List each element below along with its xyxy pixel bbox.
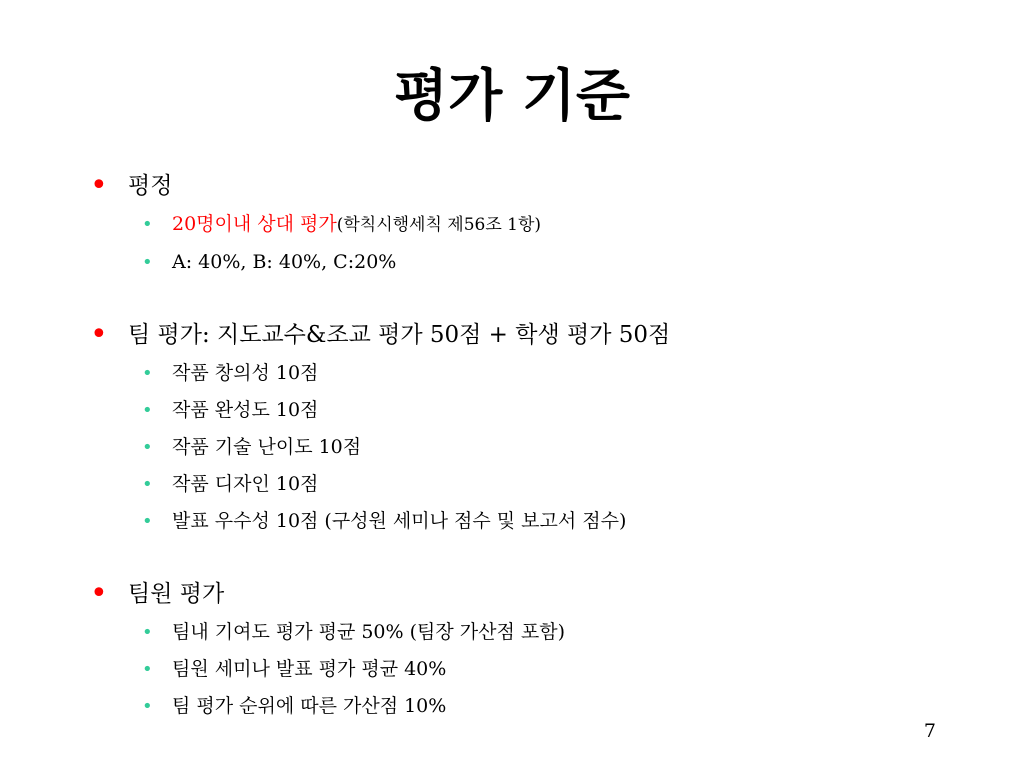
- bullet-icon: •: [142, 437, 153, 458]
- bullet-icon: •: [142, 696, 153, 717]
- bullet-icon: •: [142, 622, 153, 643]
- bullet-icon: •: [90, 168, 108, 203]
- list-item-text: 팀 평가 순위에 따른 가산점 10%: [172, 695, 447, 717]
- list-item: [90, 355, 970, 392]
- list-item-text: 작품 완성도 10점: [172, 399, 319, 421]
- list-item: [90, 688, 970, 725]
- list-item: [90, 651, 970, 688]
- list-item-text: 팀내 기여도 평가 평균 50% (팀장 가산점 포함): [172, 621, 565, 643]
- list-item: [90, 503, 970, 540]
- section-label: 팀원 평가: [128, 581, 225, 607]
- section-label: 평정: [128, 173, 173, 199]
- highlight-text: 20명이내 상대 평가: [172, 213, 337, 235]
- list-item-text: 작품 창의성 10점: [172, 362, 319, 384]
- section-label: 팀 평가: 지도교수&조교 평가 50점 + 학생 평가 50점: [128, 322, 671, 348]
- section-member-evaluation: [90, 574, 970, 614]
- regulation-note: (학칙시행세칙 제56조 1항): [336, 215, 542, 235]
- bullet-icon: •: [142, 511, 153, 532]
- section-grading: [90, 166, 970, 206]
- list-item: [90, 206, 970, 244]
- list-item: [90, 429, 970, 466]
- list-item-text: 작품 디자인 10점: [172, 473, 319, 495]
- list-item-text: 발표 우수성 10점 (구성원 세미나 점수 및 보고서 점수): [172, 510, 627, 532]
- bullet-icon: •: [142, 214, 153, 235]
- slide-title: 평가 기준: [394, 63, 630, 129]
- bullet-icon: •: [90, 576, 108, 611]
- bullet-icon: •: [142, 659, 153, 680]
- slide-body: [90, 166, 970, 725]
- list-item-text: 팀원 세미나 발표 평가 평균 40%: [172, 658, 447, 680]
- bullet-icon: •: [142, 474, 153, 495]
- bullet-icon: •: [90, 317, 108, 352]
- list-item: [90, 392, 970, 429]
- bullet-icon: •: [142, 400, 153, 421]
- list-item: [90, 466, 970, 503]
- list-item: [90, 244, 970, 281]
- page-number: 7: [923, 720, 936, 742]
- list-item: [90, 614, 970, 651]
- bullet-icon: •: [142, 363, 153, 384]
- bullet-icon: •: [142, 252, 153, 273]
- list-item-text: A: 40%, B: 40%, C:20%: [172, 251, 397, 273]
- section-team-evaluation: [90, 315, 970, 355]
- list-item-text: 작품 기술 난이도 10점: [172, 436, 362, 458]
